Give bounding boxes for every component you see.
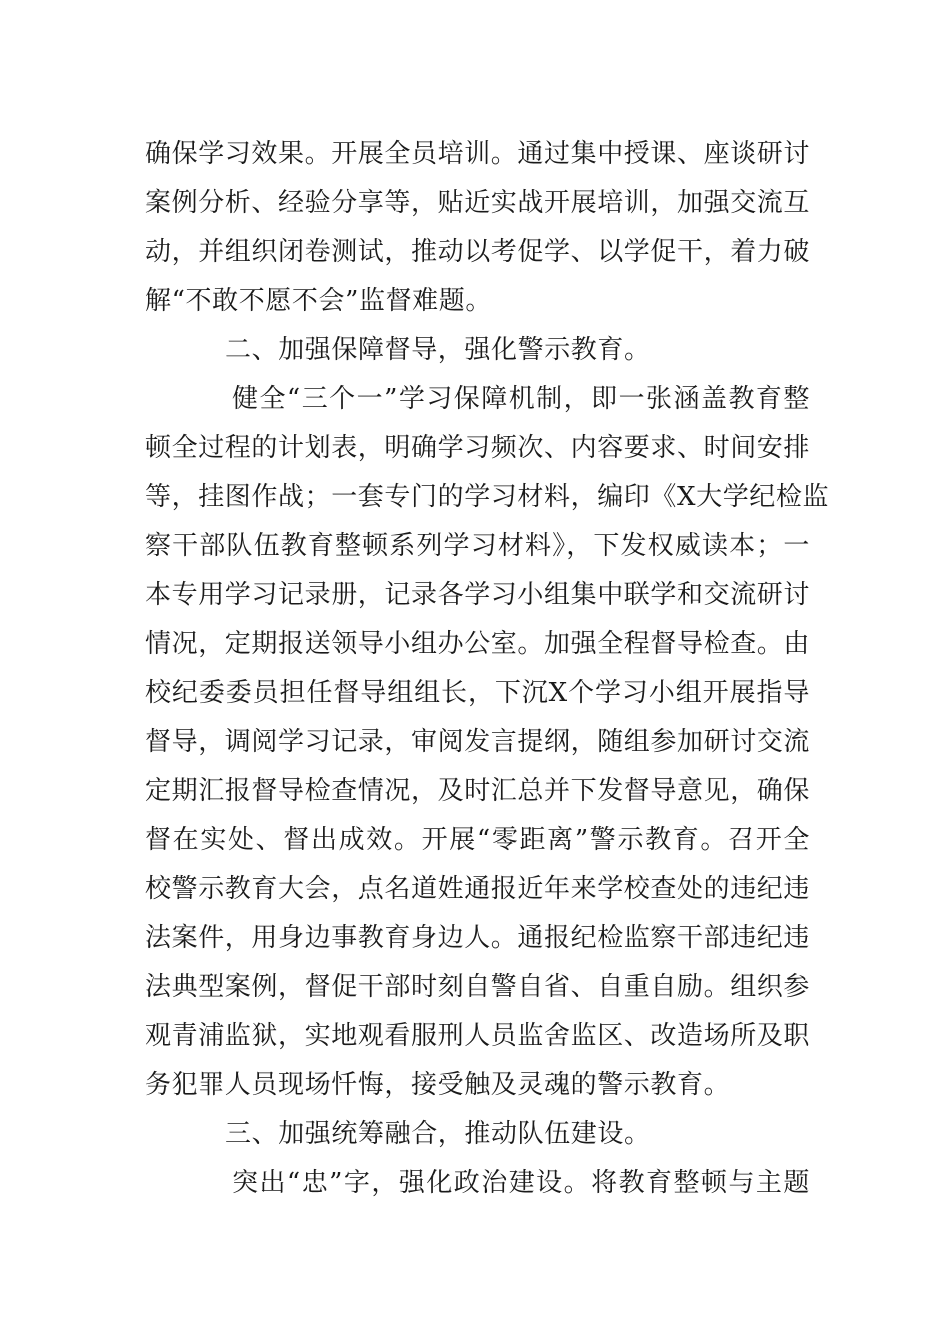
paragraph-line: 突出“忠”字，强化政治建设。将教育整顿与主题 bbox=[232, 1168, 810, 1198]
paragraph-line: 动，并组织闭卷测试，推动以考促学、以学促干，着力破 bbox=[145, 237, 811, 267]
paragraph-line: 察干部队伍教育整顿系列学习材料》，下发权威读本；一 bbox=[145, 531, 810, 561]
paragraph-line: 本专用学习记录册，记录各学习小组集中联学和交流研讨 bbox=[145, 580, 811, 610]
section-heading-3: 三、加强统筹融合，推动队伍建设。 bbox=[225, 1119, 651, 1149]
paragraph-line: 督在实处、督出成效。开展“零距离”警示教育。召开全 bbox=[145, 825, 810, 855]
paragraph-line: 顿全过程的计划表，明确学习频次、内容要求、时间安排 bbox=[145, 433, 811, 463]
paragraph-line: 观青浦监狱，实地观看服刑人员监舍监区、改造场所及职 bbox=[145, 1021, 811, 1051]
paragraph-line: 案例分析、经验分享等，贴近实战开展培训，加强交流互 bbox=[145, 188, 811, 218]
paragraph-line: 校纪委委员担任督导组组长，下沉X个学习小组开展指导 bbox=[145, 678, 810, 708]
paragraph-line: 解“不敢不愿不会”监督难题。 bbox=[145, 286, 492, 316]
section-heading-2: 二、加强保障督导，强化警示教育。 bbox=[225, 335, 651, 365]
paragraph-line: 督导，调阅学习记录，审阅发言提纲，随组参加研讨交流 bbox=[145, 727, 811, 757]
paragraph-line: 法典型案例，督促干部时刻自警自省、自重自励。组织参 bbox=[145, 972, 811, 1002]
paragraph-line: 健全“三个一”学习保障机制，即一张涵盖教育整 bbox=[232, 384, 810, 414]
paragraph-line: 等，挂图作战；一套专门的学习材料，编印《X大学纪检监 bbox=[145, 482, 830, 512]
paragraph-line: 校警示教育大会，点名道姓通报近年来学校查处的违纪违 bbox=[145, 874, 811, 904]
paragraph-line: 确保学习效果。开展全员培训。通过集中授课、座谈研讨 bbox=[145, 139, 811, 169]
paragraph-line: 定期汇报督导检查情况，及时汇总并下发督导意见，确保 bbox=[145, 776, 811, 806]
paragraph-line: 情况，定期报送领导小组办公室。加强全程督导检查。由 bbox=[145, 629, 811, 659]
paragraph-line: 法案件，用身边事教育身边人。通报纪检监察干部违纪违 bbox=[145, 923, 811, 953]
paragraph-line: 务犯罪人员现场忏悔，接受触及灵魂的警示教育。 bbox=[145, 1070, 731, 1100]
